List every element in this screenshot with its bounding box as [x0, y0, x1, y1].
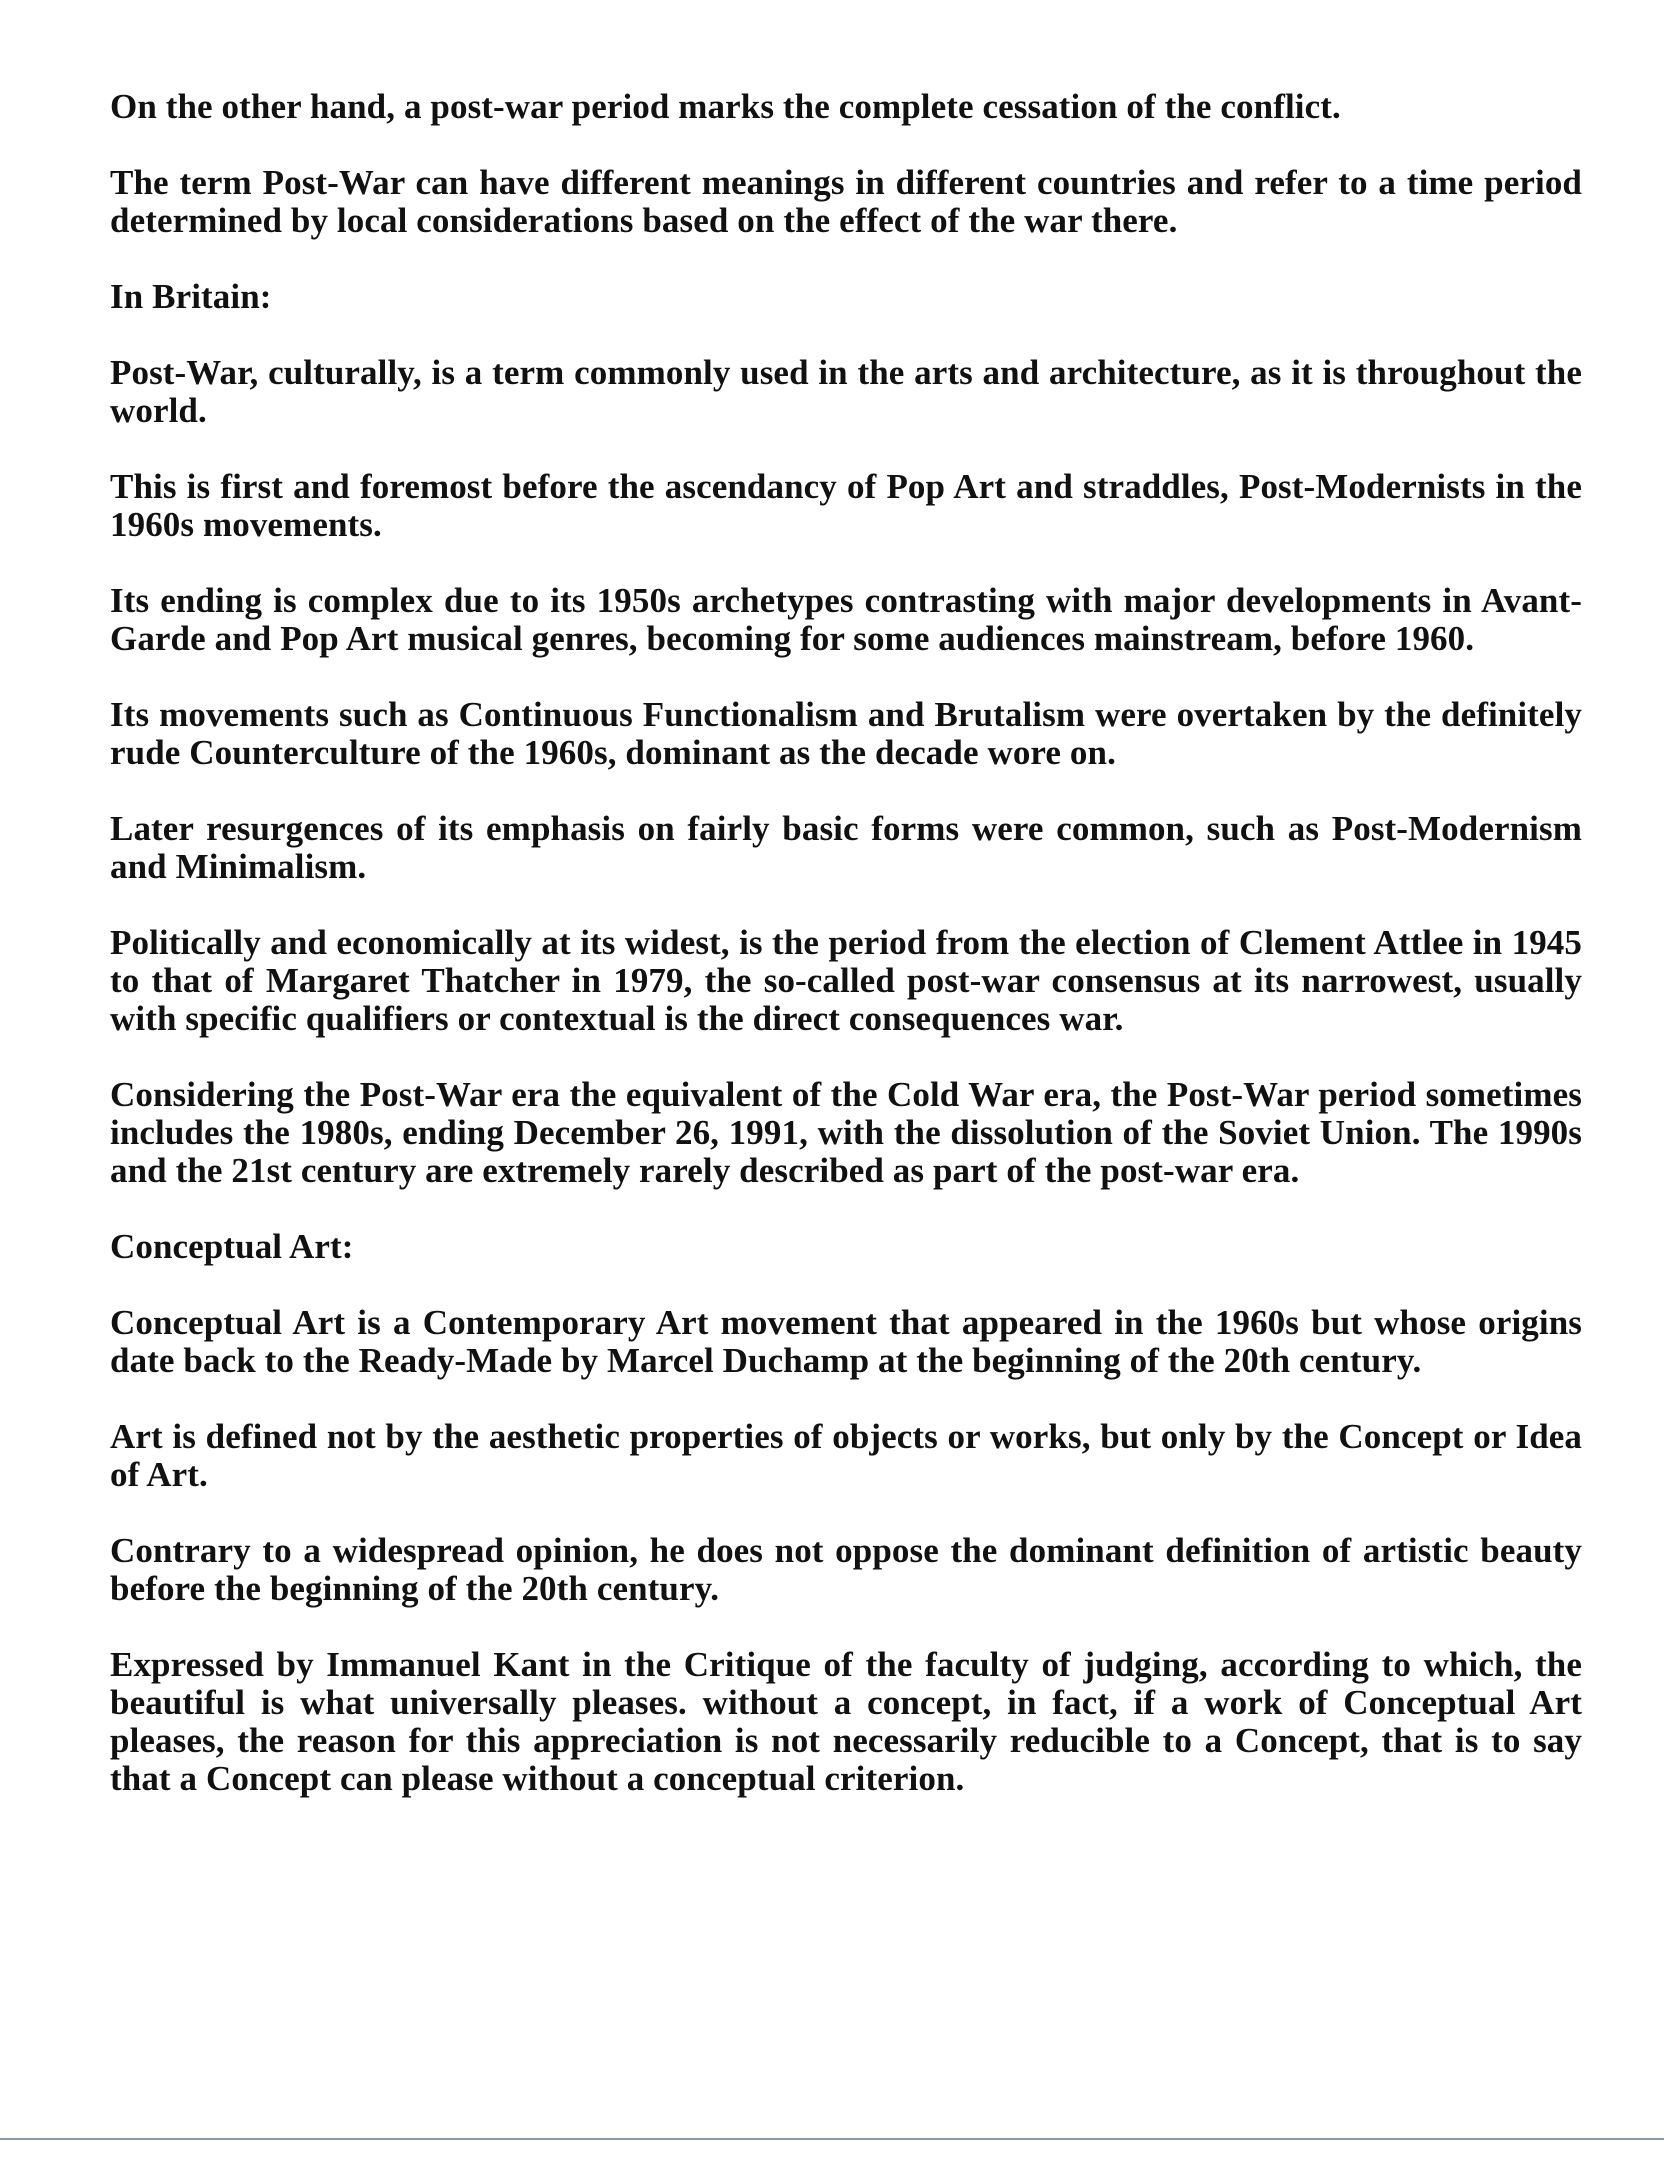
paragraph: Later resurgences of its emphasis on fairly basic forms were common, such as Post-Modernism and Minimalism.: [110, 809, 1582, 886]
section-heading: In Britain:: [110, 277, 272, 316]
paragraph: On the other hand, a post-war period marks the complete cessation of the conflict.: [110, 87, 1341, 126]
section-heading: Conceptual Art:: [110, 1227, 354, 1266]
paragraph: Expressed by Immanuel Kant in the Critique of the faculty of judging, according to which, the beautiful is what universally pleases. without a concept, in fact, if a work of Conceptual Art pleases, the reason for this appreciation is not necessarily reducible to a Concept, that is to say that a Concept can please without a conceptual criterion.: [110, 1645, 1582, 1798]
bottom-rule: [0, 2138, 1664, 2140]
paragraph: Politically and economically at its widest, is the period from the election of Clement Attlee in 1945 to that of Margaret Thatcher in 1979, the so-called post-war consensus at its narrowest, usually with specific qualifiers or contextual is the direct consequences war.: [110, 923, 1582, 1038]
paragraph: Art is defined not by the aesthetic properties of objects or works, but only by the Concept or Idea of Art.: [110, 1417, 1582, 1494]
paragraph: Post-War, culturally, is a term commonly used in the arts and architecture, as it is throughout the world.: [110, 353, 1582, 430]
document-body: [110, 88, 1582, 1836]
paragraph: Contrary to a widespread opinion, he does not oppose the dominant definition of artistic beauty before the beginning of the 20th century.: [110, 1531, 1582, 1608]
paragraph: Its ending is complex due to its 1950s archetypes contrasting with major developments in Avant-Garde and Pop Art musical genres, becoming for some audiences mainstream, before 1960.: [110, 581, 1582, 658]
paragraph: The term Post-War can have different meanings in different countries and refer to a time period determined by local considerations based on the effect of the war there.: [110, 163, 1582, 240]
paragraph: Conceptual Art is a Contemporary Art movement that appeared in the 1960s but whose origins date back to the Ready-Made by Marcel Duchamp at the beginning of the 20th century.: [110, 1303, 1582, 1380]
paragraph: Its movements such as Continuous Functionalism and Brutalism were overtaken by the definitely rude Counterculture of the 1960s, dominant as the decade wore on.: [110, 695, 1582, 772]
paragraph: Considering the Post-War era the equivalent of the Cold War era, the Post-War period sometimes includes the 1980s, ending December 26, 1991, with the dissolution of the Soviet Union. The 1990s and the 21st century are extremely rarely described as part of the post-war era.: [110, 1075, 1582, 1190]
paragraph: This is first and foremost before the ascendancy of Pop Art and straddles, Post-Modernists in the 1960s movements.: [110, 467, 1582, 544]
